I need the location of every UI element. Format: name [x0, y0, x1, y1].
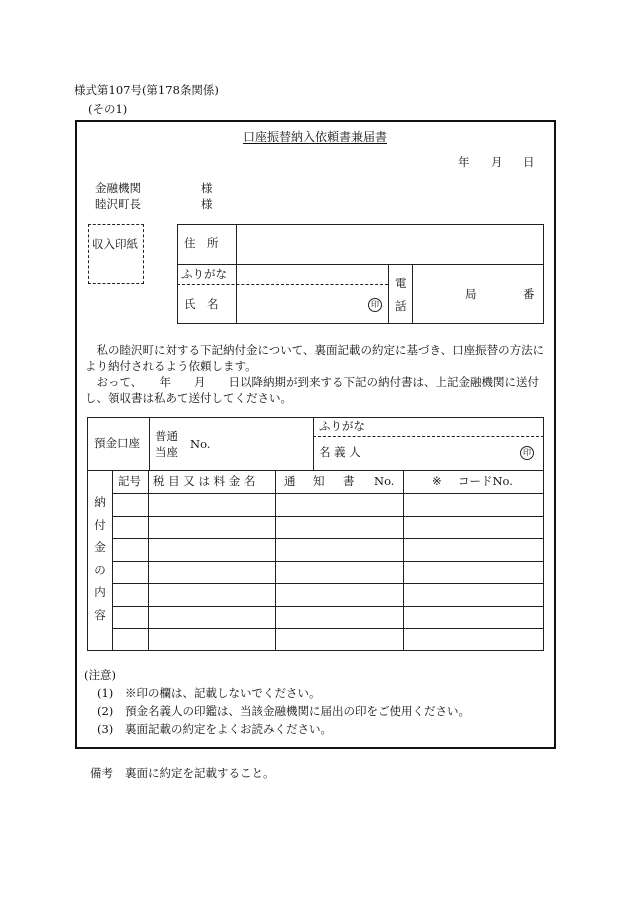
applicant-name-label: 氏 名 [184, 297, 219, 311]
date-day: 日 [523, 155, 535, 169]
account-type-ordinary[interactable]: 普通 [155, 429, 178, 443]
applicant-seal-mark: 印 [368, 298, 382, 312]
phone-ban: 番 [523, 287, 535, 301]
phone-label-bottom: 話 [395, 299, 407, 313]
phone-field[interactable] [416, 268, 540, 320]
notes-heading: (注意) [84, 668, 116, 682]
form-number: 様式第107号(第178条関係) [74, 83, 219, 97]
address-label: 住 所 [184, 236, 219, 250]
date-month: 月 [491, 155, 503, 169]
note-1-text: ※印の欄は、記載しないでください。 [125, 686, 321, 700]
revenue-stamp-label: 収入印紙 [92, 237, 138, 251]
address-field[interactable] [240, 228, 540, 260]
applicant-furigana-label: ふりがな [181, 267, 227, 281]
notice-text: おって、 年 月 日以降納期が到来する下記の納付書は、上記金融機関に送付し、領収書は私あて送付してください。 [85, 375, 540, 405]
header-kigou: 記号 [118, 474, 141, 488]
holder-seal-mark: 印 [520, 446, 534, 460]
phone-label-top: 電 [395, 276, 407, 290]
note-1-num: (1) [97, 686, 114, 700]
header-notice-no: No. [374, 474, 395, 488]
revenue-stamp-area [88, 224, 144, 284]
holder-label: 名 義 人 [319, 445, 361, 459]
form-title: 口座振替納入依頼書兼届書 [242, 130, 387, 144]
header-notice-b: 知 [313, 474, 325, 488]
header-code-label: コードNo. [458, 474, 513, 488]
header-notice-a: 通 [284, 474, 296, 488]
phone-kyoku: 局 [465, 287, 477, 301]
addressee-mayor: 睦沢町長 [95, 197, 141, 211]
form-sub-number: (その1) [88, 102, 128, 116]
note-3-num: (3) [97, 722, 114, 736]
note-2-num: (2) [97, 704, 114, 718]
note-2-text: 預金名義人の印鑑は、当該金融機関に届出の印をご使用ください。 [125, 704, 470, 718]
header-notice-c: 書 [343, 474, 355, 488]
header-item: 税 目 又 は 料 金 名 [153, 474, 256, 488]
addressee-bank: 金融機関 [95, 181, 141, 195]
payment-side-label: 納 付 金 の 内 容 [94, 495, 106, 622]
remark-text: 裏面に約定を記載すること。 [125, 766, 275, 780]
holder-furigana-label: ふりがな [319, 419, 365, 433]
addressee-mayor-honorific: 様 [201, 197, 213, 211]
addressee-bank-honorific: 様 [201, 181, 213, 195]
remark-label: 備考 [90, 766, 113, 780]
applicant-name-field[interactable] [240, 288, 366, 320]
account-type-current[interactable]: 当座 [155, 445, 178, 459]
request-text: 私の睦沢町に対する下記納付金について、裏面記載の約定に基づき、口座振替の方法により納付されるよう依頼します。 [85, 343, 545, 373]
date-year: 年 [458, 155, 470, 169]
applicant-furigana-field[interactable] [240, 267, 384, 282]
note-3-text: 裏面記載の約定をよくお読みください。 [125, 722, 332, 736]
account-number-label: No. [190, 437, 211, 451]
header-code-mark: ※ [432, 474, 442, 488]
holder-name-field[interactable] [380, 440, 515, 468]
account-number-field[interactable] [215, 425, 309, 465]
account-label: 預金口座 [94, 436, 140, 450]
